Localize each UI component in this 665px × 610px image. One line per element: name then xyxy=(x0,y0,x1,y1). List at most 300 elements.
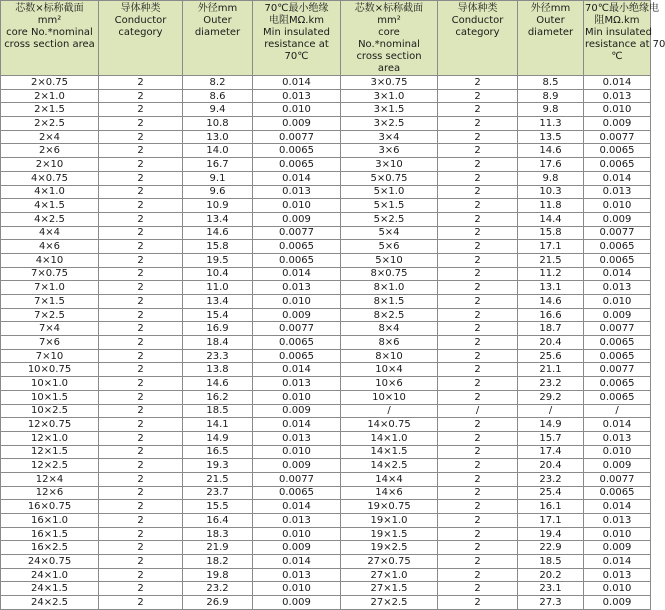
core-section-cell: 27×1.5 xyxy=(341,582,438,596)
outer-diameter-cell: 10.3 xyxy=(518,185,584,199)
outer-diameter-cell: 19.4 xyxy=(518,527,584,541)
conductor-category-cell: 2 xyxy=(99,500,183,514)
header-core-section-right xyxy=(341,1,438,76)
core-section-cell: 8×6 xyxy=(341,336,438,350)
conductor-category-cell: 2 xyxy=(438,582,518,596)
table-row xyxy=(1,185,651,199)
conductor-category-cell: 2 xyxy=(99,308,183,322)
outer-diameter-cell: 23.3 xyxy=(183,349,253,363)
core-section-cell: 4×10 xyxy=(1,253,99,267)
outer-diameter-cell: 16.9 xyxy=(183,322,253,336)
header-line: core No.*nominal xyxy=(6,27,93,38)
conductor-category-cell: 2 xyxy=(438,445,518,459)
conductor-category-cell: 2 xyxy=(99,226,183,240)
outer-diameter-cell: / xyxy=(518,404,584,418)
table-row xyxy=(1,281,651,295)
conductor-category-cell: 2 xyxy=(99,322,183,336)
conductor-category-cell: / xyxy=(438,404,518,418)
core-section-cell: 27×2.5 xyxy=(341,596,438,610)
core-section-cell: 8×0.75 xyxy=(341,267,438,281)
core-section-cell: 24×2.5 xyxy=(1,596,99,610)
header-conductor-category-right xyxy=(438,1,518,76)
insulation-resistance-cell: 0.014 xyxy=(584,76,651,90)
insulation-resistance-cell: 0.014 xyxy=(253,171,341,185)
insulation-resistance-cell: 0.013 xyxy=(584,89,651,103)
outer-diameter-cell: 25.4 xyxy=(518,486,584,500)
outer-diameter-cell: 16.5 xyxy=(183,445,253,459)
outer-diameter-cell: 13.5 xyxy=(518,130,584,144)
core-section-cell: 3×1.5 xyxy=(341,103,438,117)
outer-diameter-cell: 14.6 xyxy=(183,377,253,391)
header-line: 外径mm xyxy=(530,3,571,14)
table-row xyxy=(1,144,651,158)
conductor-category-cell: 2 xyxy=(99,130,183,144)
table-row xyxy=(1,295,651,309)
core-section-cell: 3×6 xyxy=(341,144,438,158)
insulation-resistance-cell: 0.0077 xyxy=(584,322,651,336)
conductor-category-cell: 2 xyxy=(438,144,518,158)
outer-diameter-cell: 14.4 xyxy=(518,212,584,226)
outer-diameter-cell: 21.5 xyxy=(183,472,253,486)
core-section-cell: 10×6 xyxy=(341,377,438,391)
conductor-category-cell: 2 xyxy=(99,212,183,226)
conductor-category-cell: 2 xyxy=(438,377,518,391)
conductor-category-cell: 2 xyxy=(99,117,183,131)
insulation-resistance-cell: 0.0065 xyxy=(253,253,341,267)
outer-diameter-cell: 9.8 xyxy=(518,171,584,185)
insulation-resistance-cell: 0.013 xyxy=(253,185,341,199)
conductor-category-cell: 2 xyxy=(99,171,183,185)
header-line: mm² xyxy=(377,15,401,26)
header-line: resistance at 70 xyxy=(585,39,665,50)
table-row xyxy=(1,253,651,267)
insulation-resistance-cell: 0.0065 xyxy=(584,486,651,500)
header-line: 电阻MΩ.km xyxy=(269,15,324,26)
outer-diameter-cell: 26.9 xyxy=(183,596,253,610)
insulation-resistance-cell: 0.010 xyxy=(253,445,341,459)
header-line: core xyxy=(378,27,400,38)
outer-diameter-cell: 21.5 xyxy=(518,253,584,267)
outer-diameter-cell: 15.5 xyxy=(183,500,253,514)
core-section-cell: 3×2.5 xyxy=(341,117,438,131)
table-row xyxy=(1,472,651,486)
header-line: 芯数×标称截面 xyxy=(354,3,424,14)
insulation-resistance-cell: 0.013 xyxy=(253,431,341,445)
insulation-resistance-cell: 0.013 xyxy=(253,89,341,103)
conductor-category-cell: 2 xyxy=(99,103,183,117)
insulation-resistance-cell: 0.0065 xyxy=(584,349,651,363)
outer-diameter-cell: 13.4 xyxy=(183,295,253,309)
core-section-cell: 7×10 xyxy=(1,349,99,363)
conductor-category-cell: 2 xyxy=(438,267,518,281)
table-row xyxy=(1,349,651,363)
table-row xyxy=(1,212,651,226)
core-section-cell: 14×1.5 xyxy=(341,445,438,459)
conductor-category-cell: 2 xyxy=(438,596,518,610)
conductor-category-cell: 2 xyxy=(438,500,518,514)
outer-diameter-cell: 14.6 xyxy=(518,144,584,158)
core-section-cell: 5×6 xyxy=(341,240,438,254)
core-section-cell: 8×1.5 xyxy=(341,295,438,309)
header-line: category xyxy=(118,27,163,38)
core-section-cell: 7×1.0 xyxy=(1,281,99,295)
header-line: 70℃ xyxy=(284,51,309,62)
conductor-category-cell: 2 xyxy=(99,472,183,486)
insulation-resistance-cell: 0.013 xyxy=(584,185,651,199)
conductor-category-cell: 2 xyxy=(438,322,518,336)
table-row xyxy=(1,459,651,473)
core-section-cell: 16×1.0 xyxy=(1,514,99,528)
table-row xyxy=(1,89,651,103)
header-line: 芯数×标称截面 xyxy=(15,3,84,14)
table-header xyxy=(1,1,665,76)
header-line: 阻MΩ.km xyxy=(594,15,640,26)
conductor-category-cell: 2 xyxy=(99,281,183,295)
core-section-cell: 10×1.0 xyxy=(1,377,99,391)
core-section-cell: 19×0.75 xyxy=(341,500,438,514)
core-section-cell: 7×0.75 xyxy=(1,267,99,281)
core-section-cell: 14×6 xyxy=(341,486,438,500)
core-section-cell: 14×2.5 xyxy=(341,459,438,473)
conductor-category-cell: 2 xyxy=(438,158,518,172)
conductor-category-cell: 2 xyxy=(99,459,183,473)
core-section-cell: 10×10 xyxy=(341,390,438,404)
conductor-category-cell: 2 xyxy=(99,336,183,350)
header-line: resistance at xyxy=(264,39,329,50)
insulation-resistance-cell: 0.010 xyxy=(253,582,341,596)
core-section-cell: 12×1.5 xyxy=(1,445,99,459)
conductor-category-cell: 2 xyxy=(99,185,183,199)
core-section-cell: 24×0.75 xyxy=(1,555,99,569)
insulation-resistance-cell: 0.010 xyxy=(253,527,341,541)
outer-diameter-cell: 13.0 xyxy=(183,130,253,144)
insulation-resistance-cell: 0.009 xyxy=(253,308,341,322)
outer-diameter-cell: 18.5 xyxy=(183,404,253,418)
insulation-resistance-cell: 0.014 xyxy=(253,418,341,432)
core-section-cell: 8×10 xyxy=(341,349,438,363)
core-section-cell: 19×2.5 xyxy=(341,541,438,555)
outer-diameter-cell: 10.4 xyxy=(183,267,253,281)
table-row xyxy=(1,322,651,336)
conductor-category-cell: 2 xyxy=(99,555,183,569)
insulation-resistance-cell: 0.0077 xyxy=(584,130,651,144)
insulation-resistance-cell: 0.014 xyxy=(584,500,651,514)
outer-diameter-cell: 17.1 xyxy=(518,240,584,254)
insulation-resistance-cell: 0.013 xyxy=(253,281,341,295)
table-row xyxy=(1,336,651,350)
header-line: 导体种类 xyxy=(120,3,161,14)
core-section-cell: 19×1.0 xyxy=(341,514,438,528)
insulation-resistance-cell: 0.0065 xyxy=(253,349,341,363)
insulation-resistance-cell: 0.010 xyxy=(253,390,341,404)
insulation-resistance-cell: 0.014 xyxy=(253,363,341,377)
conductor-category-cell: 2 xyxy=(438,336,518,350)
table-row xyxy=(1,596,651,610)
core-section-cell: 5×1.5 xyxy=(341,199,438,213)
core-section-cell: 12×6 xyxy=(1,486,99,500)
header-line: 70℃最小绝缘电 xyxy=(585,3,659,14)
header-line: No.*nominal xyxy=(358,39,420,50)
core-section-cell: 4×1.5 xyxy=(1,199,99,213)
conductor-category-cell: 2 xyxy=(438,295,518,309)
core-section-cell: 12×4 xyxy=(1,472,99,486)
conductor-category-cell: 2 xyxy=(438,240,518,254)
header-line: cross section area xyxy=(4,39,95,50)
outer-diameter-cell: 16.2 xyxy=(183,390,253,404)
table-row xyxy=(1,500,651,514)
insulation-resistance-cell: 0.009 xyxy=(584,459,651,473)
insulation-resistance-cell: 0.0077 xyxy=(584,363,651,377)
outer-diameter-cell: 13.8 xyxy=(183,363,253,377)
core-section-cell: 3×0.75 xyxy=(341,76,438,90)
table-row xyxy=(1,199,651,213)
insulation-resistance-cell: 0.009 xyxy=(253,212,341,226)
table-row xyxy=(1,404,651,418)
table-row xyxy=(1,541,651,555)
table-row xyxy=(1,308,651,322)
outer-diameter-cell: 29.2 xyxy=(518,390,584,404)
core-section-cell: 5×1.0 xyxy=(341,185,438,199)
conductor-category-cell: 2 xyxy=(438,212,518,226)
header-line: Outer xyxy=(536,15,565,26)
insulation-resistance-cell: 0.0065 xyxy=(584,144,651,158)
conductor-category-cell: 2 xyxy=(99,76,183,90)
conductor-category-cell: 2 xyxy=(438,555,518,569)
outer-diameter-cell: 23.2 xyxy=(183,582,253,596)
insulation-resistance-cell: 0.010 xyxy=(584,103,651,117)
insulation-resistance-cell: 0.0065 xyxy=(584,390,651,404)
conductor-category-cell: 2 xyxy=(438,199,518,213)
conductor-category-cell: 2 xyxy=(99,144,183,158)
outer-diameter-cell: 8.5 xyxy=(518,76,584,90)
core-section-cell: 4×1.0 xyxy=(1,185,99,199)
conductor-category-cell: 2 xyxy=(99,377,183,391)
table-body xyxy=(1,76,651,610)
conductor-category-cell: 2 xyxy=(438,363,518,377)
insulation-resistance-cell: 0.0065 xyxy=(253,336,341,350)
conductor-category-cell: 2 xyxy=(438,527,518,541)
core-section-cell: 14×0.75 xyxy=(341,418,438,432)
outer-diameter-cell: 21.1 xyxy=(518,363,584,377)
conductor-category-cell: 2 xyxy=(438,472,518,486)
core-section-cell: 12×0.75 xyxy=(1,418,99,432)
conductor-category-cell: 2 xyxy=(99,486,183,500)
insulation-resistance-cell: 0.0065 xyxy=(253,158,341,172)
header-line: 外径mm xyxy=(197,3,238,14)
insulation-resistance-cell: 0.009 xyxy=(584,117,651,131)
outer-diameter-cell: 14.0 xyxy=(183,144,253,158)
outer-diameter-cell: 17.6 xyxy=(518,158,584,172)
conductor-category-cell: 2 xyxy=(99,582,183,596)
outer-diameter-cell: 21.9 xyxy=(183,541,253,555)
table-row xyxy=(1,171,651,185)
outer-diameter-cell: 20.4 xyxy=(518,459,584,473)
insulation-resistance-cell: 0.014 xyxy=(584,171,651,185)
conductor-category-cell: 2 xyxy=(438,308,518,322)
insulation-resistance-cell: 0.014 xyxy=(584,267,651,281)
insulation-resistance-cell: 0.0065 xyxy=(584,158,651,172)
header-line: Conductor xyxy=(114,15,167,26)
outer-diameter-cell: 17.4 xyxy=(518,445,584,459)
conductor-category-cell: 2 xyxy=(438,281,518,295)
insulation-resistance-cell: 0.0065 xyxy=(253,240,341,254)
outer-diameter-cell: 11.2 xyxy=(518,267,584,281)
conductor-category-cell: 2 xyxy=(438,486,518,500)
core-section-cell: 14×1.0 xyxy=(341,431,438,445)
insulation-resistance-cell: 0.010 xyxy=(253,295,341,309)
core-section-cell: 12×1.0 xyxy=(1,431,99,445)
outer-diameter-cell: 14.6 xyxy=(183,226,253,240)
core-section-cell: 16×1.5 xyxy=(1,527,99,541)
core-section-cell: 5×10 xyxy=(341,253,438,267)
core-section-cell: 8×4 xyxy=(341,322,438,336)
insulation-resistance-cell: 0.0065 xyxy=(584,240,651,254)
conductor-category-cell: 2 xyxy=(438,117,518,131)
header-line: area xyxy=(377,63,401,74)
core-section-cell: 2×6 xyxy=(1,144,99,158)
table-row xyxy=(1,527,651,541)
header-line: Min insulated xyxy=(585,27,652,38)
outer-diameter-cell: 15.8 xyxy=(183,240,253,254)
header-line: ℃ xyxy=(611,51,623,62)
conductor-category-cell: 2 xyxy=(99,445,183,459)
core-section-cell: 3×10 xyxy=(341,158,438,172)
conductor-category-cell: 2 xyxy=(99,253,183,267)
header-outer-diameter-right xyxy=(518,1,584,76)
insulation-resistance-cell: 0.014 xyxy=(584,418,651,432)
outer-diameter-cell: 23.7 xyxy=(183,486,253,500)
core-section-cell: 2×10 xyxy=(1,158,99,172)
outer-diameter-cell: 14.9 xyxy=(183,431,253,445)
table-row xyxy=(1,514,651,528)
conductor-category-cell: 2 xyxy=(99,89,183,103)
outer-diameter-cell: 8.6 xyxy=(183,89,253,103)
header-line: Outer xyxy=(203,15,232,26)
outer-diameter-cell: 9.4 xyxy=(183,103,253,117)
insulation-resistance-cell: 0.013 xyxy=(253,514,341,528)
header-line: 导体种类 xyxy=(457,3,498,14)
core-section-cell: 5×4 xyxy=(341,226,438,240)
header-line: cross section xyxy=(356,51,422,62)
core-section-cell: 10×4 xyxy=(341,363,438,377)
conductor-category-cell: 2 xyxy=(99,568,183,582)
conductor-category-cell: 2 xyxy=(438,76,518,90)
conductor-category-cell: 2 xyxy=(99,199,183,213)
insulation-resistance-cell: 0.0077 xyxy=(253,322,341,336)
table-row xyxy=(1,390,651,404)
outer-diameter-cell: 18.5 xyxy=(518,555,584,569)
outer-diameter-cell: 13.1 xyxy=(518,281,584,295)
outer-diameter-cell: 14.6 xyxy=(518,295,584,309)
insulation-resistance-cell: 0.0065 xyxy=(584,336,651,350)
table-row xyxy=(1,103,651,117)
table-row xyxy=(1,226,651,240)
outer-diameter-cell: 11.0 xyxy=(183,281,253,295)
insulation-resistance-cell: 0.014 xyxy=(253,500,341,514)
insulation-resistance-cell: 0.0077 xyxy=(584,226,651,240)
insulation-resistance-cell: 0.009 xyxy=(253,596,341,610)
conductor-category-cell: 2 xyxy=(438,89,518,103)
insulation-resistance-cell: 0.013 xyxy=(253,568,341,582)
core-section-cell: 2×1.0 xyxy=(1,89,99,103)
header-row xyxy=(1,1,651,76)
header-outer-diameter-left xyxy=(183,1,253,76)
core-section-cell: 4×6 xyxy=(1,240,99,254)
outer-diameter-cell: 16.4 xyxy=(183,514,253,528)
table-row xyxy=(1,158,651,172)
insulation-resistance-cell: 0.0077 xyxy=(584,472,651,486)
conductor-category-cell: 2 xyxy=(438,390,518,404)
outer-diameter-cell: 20.2 xyxy=(518,568,584,582)
core-section-cell: 5×0.75 xyxy=(341,171,438,185)
outer-diameter-cell: 16.7 xyxy=(183,158,253,172)
insulation-resistance-cell: 0.014 xyxy=(253,76,341,90)
core-section-cell: 2×0.75 xyxy=(1,76,99,90)
conductor-category-cell: 2 xyxy=(99,596,183,610)
conductor-category-cell: 2 xyxy=(438,459,518,473)
insulation-resistance-cell: 0.010 xyxy=(253,199,341,213)
insulation-resistance-cell: 0.009 xyxy=(584,212,651,226)
core-section-cell: 5×2.5 xyxy=(341,212,438,226)
outer-diameter-cell: 16.1 xyxy=(518,500,584,514)
conductor-category-cell: 2 xyxy=(438,418,518,432)
conductor-category-cell: 2 xyxy=(99,363,183,377)
table-row xyxy=(1,555,651,569)
conductor-category-cell: 2 xyxy=(438,185,518,199)
table-row xyxy=(1,267,651,281)
header-conductor-category-left xyxy=(99,1,183,76)
outer-diameter-cell: 14.9 xyxy=(518,418,584,432)
outer-diameter-cell: 8.2 xyxy=(183,76,253,90)
core-section-cell: 10×2.5 xyxy=(1,404,99,418)
core-section-cell: 16×0.75 xyxy=(1,500,99,514)
insulation-resistance-cell: 0.009 xyxy=(584,308,651,322)
insulation-resistance-cell: 0.013 xyxy=(584,431,651,445)
core-section-cell: 10×0.75 xyxy=(1,363,99,377)
insulation-resistance-cell: / xyxy=(584,404,651,418)
outer-diameter-cell: 9.1 xyxy=(183,171,253,185)
table-row xyxy=(1,240,651,254)
insulation-resistance-cell: 0.009 xyxy=(253,541,341,555)
conductor-category-cell: 2 xyxy=(99,514,183,528)
outer-diameter-cell: 19.5 xyxy=(183,253,253,267)
outer-diameter-cell: 11.8 xyxy=(518,199,584,213)
core-section-cell: 7×2.5 xyxy=(1,308,99,322)
outer-diameter-cell: 11.3 xyxy=(518,117,584,131)
insulation-resistance-cell: 0.010 xyxy=(253,103,341,117)
conductor-category-cell: 2 xyxy=(438,349,518,363)
outer-diameter-cell: 25.6 xyxy=(518,349,584,363)
table-row xyxy=(1,76,651,90)
core-section-cell: 2×1.5 xyxy=(1,103,99,117)
core-section-cell: 7×1.5 xyxy=(1,295,99,309)
outer-diameter-cell: 23.1 xyxy=(518,582,584,596)
table-row xyxy=(1,363,651,377)
conductor-category-cell: 2 xyxy=(99,431,183,445)
insulation-resistance-cell: 0.009 xyxy=(253,117,341,131)
insulation-resistance-cell: 0.010 xyxy=(584,295,651,309)
insulation-resistance-cell: 0.010 xyxy=(584,582,651,596)
outer-diameter-cell: 10.9 xyxy=(183,199,253,213)
insulation-resistance-cell: 0.009 xyxy=(253,459,341,473)
outer-diameter-cell: 15.7 xyxy=(518,431,584,445)
outer-diameter-cell: 27.3 xyxy=(518,596,584,610)
insulation-resistance-cell: 0.0077 xyxy=(253,472,341,486)
header-line: diameter xyxy=(527,27,574,38)
outer-diameter-cell: 19.8 xyxy=(183,568,253,582)
core-section-cell: 10×1.5 xyxy=(1,390,99,404)
core-section-cell: 7×6 xyxy=(1,336,99,350)
